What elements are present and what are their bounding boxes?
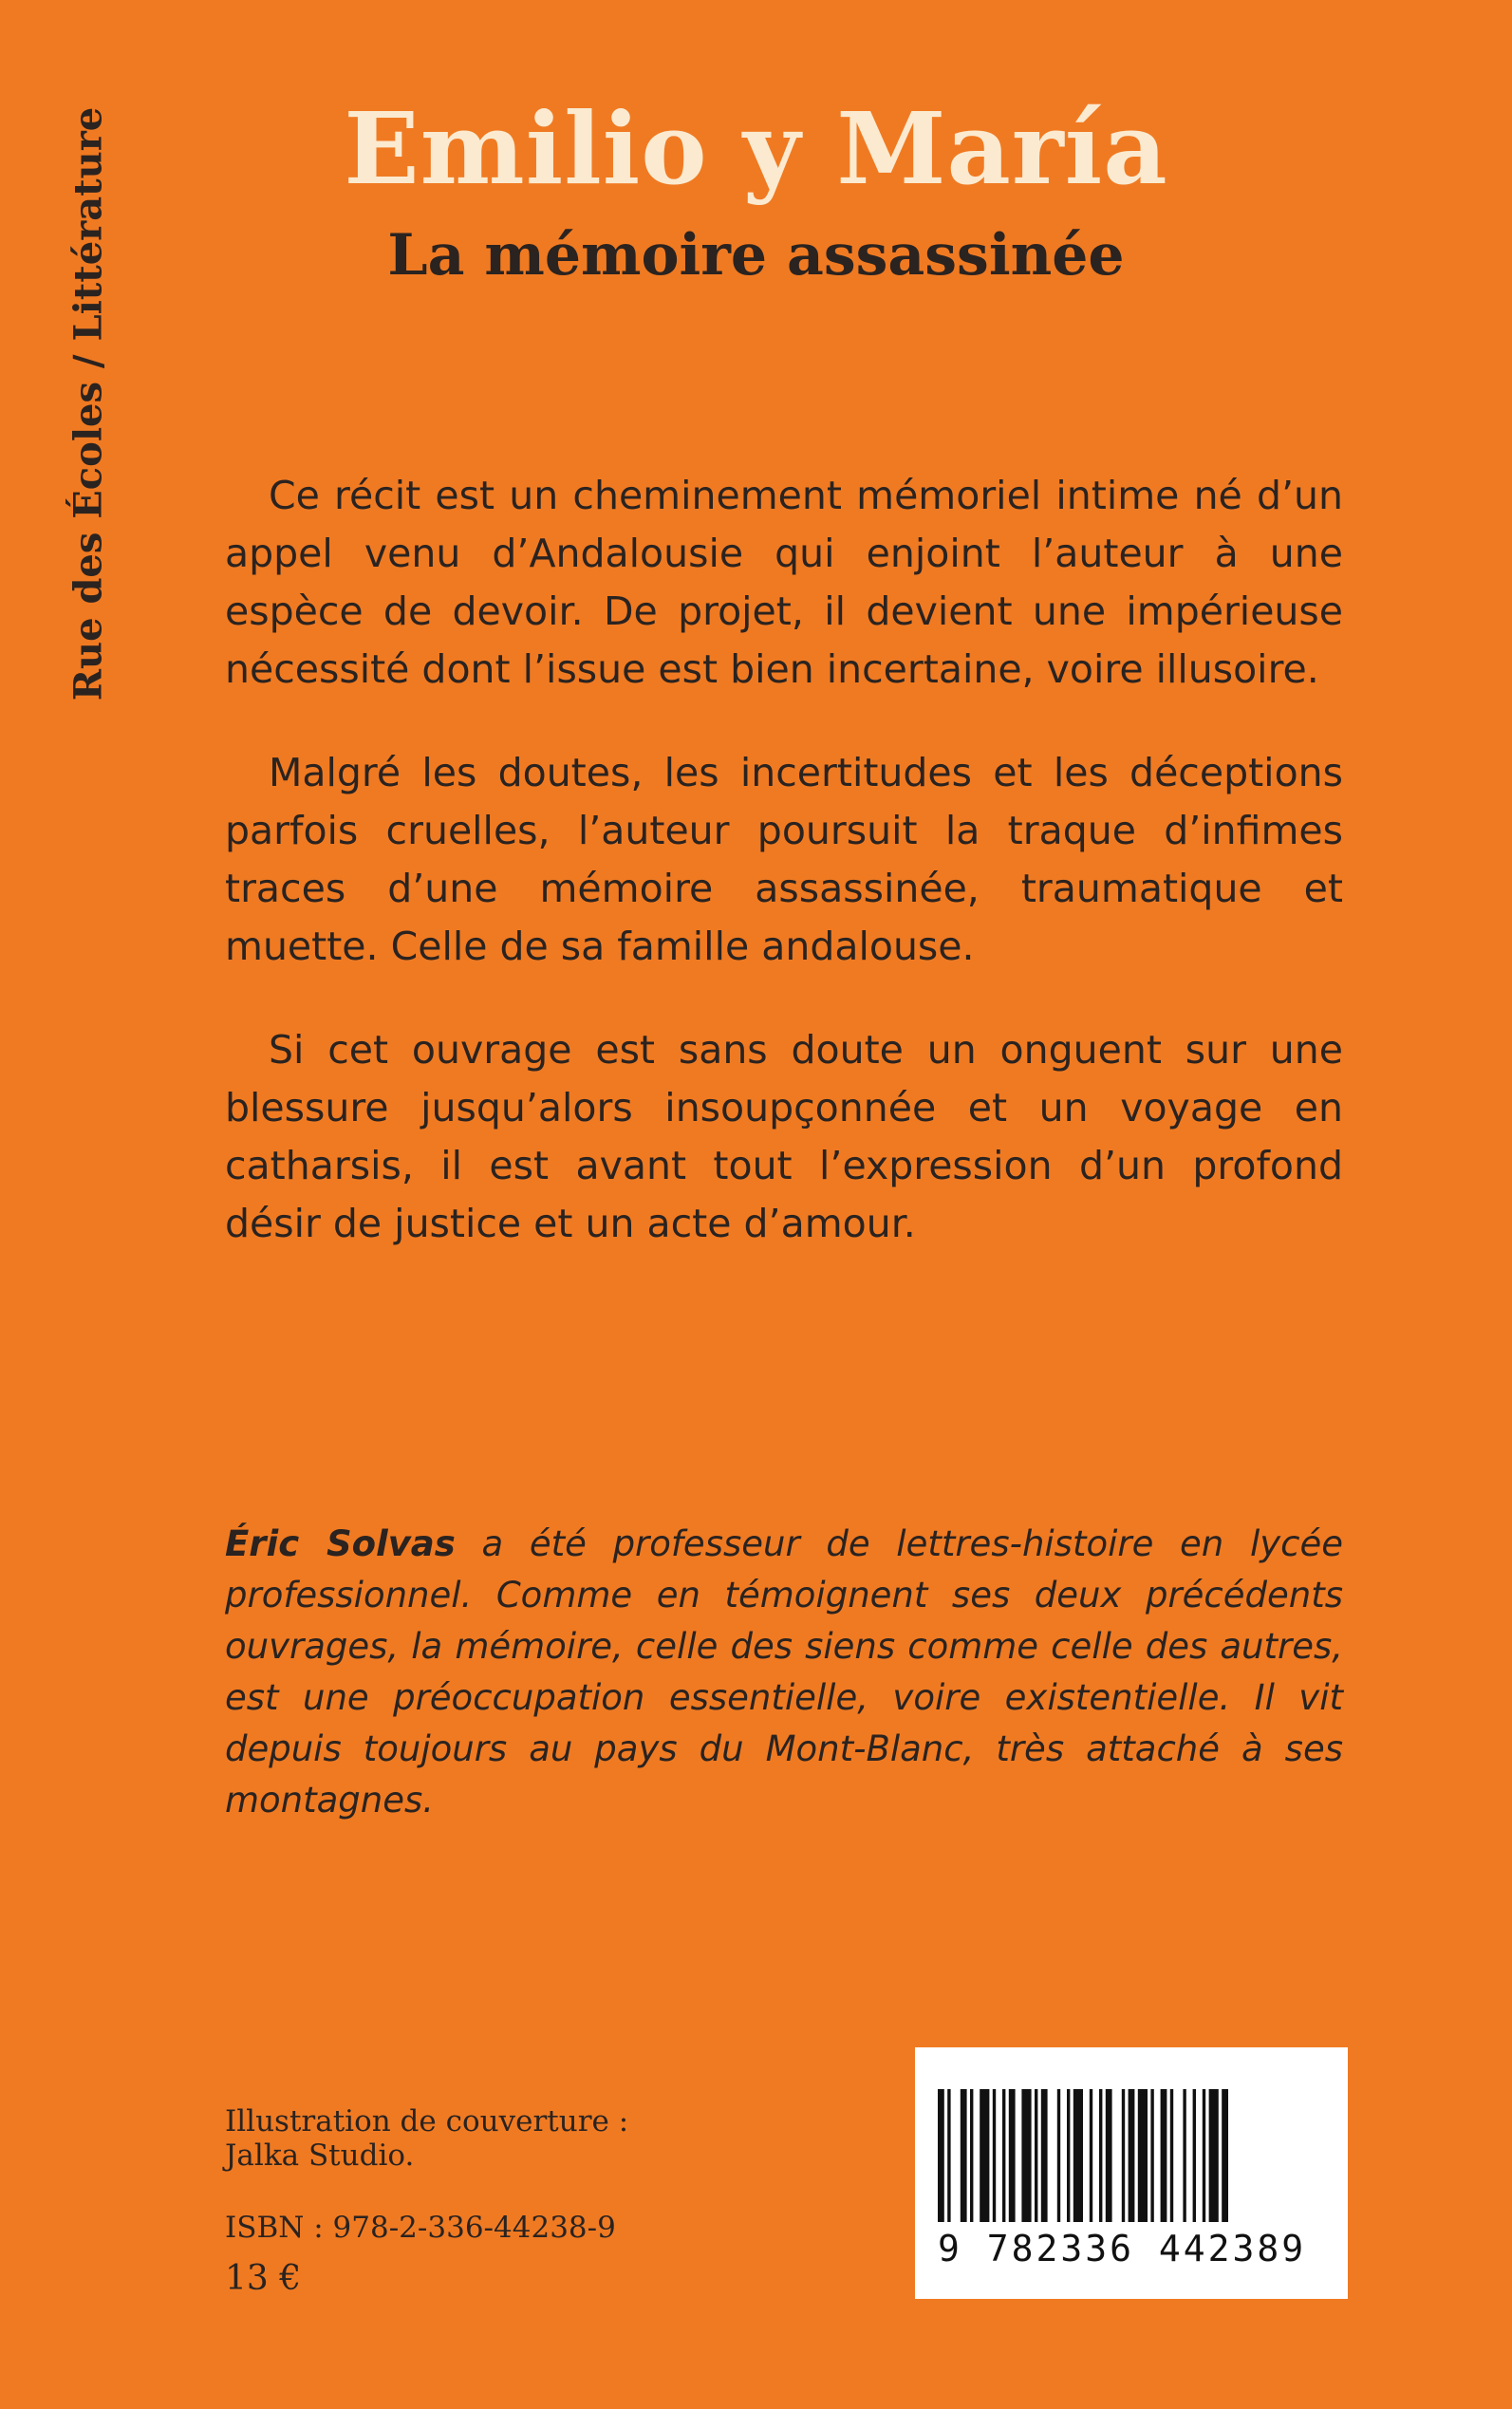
barcode-bar (1002, 2089, 1005, 2222)
barcode-bar (1035, 2089, 1037, 2222)
barcode-bar (961, 2089, 967, 2222)
barcode-bar (1138, 2089, 1148, 2222)
barcode-digits: 9 782336 442389 (938, 2228, 1307, 2269)
barcode (915, 2047, 1348, 2299)
summary-paragraph: Ce récit est un cheminement mémoriel intime né d’un appel venu d’Andalousie qui enjoint l’auteur à une espèce de devoir. De projet, il devient une impérieuse nécessité dont l’issue est bien incertaine, voire illusoire. (225, 473, 1343, 692)
barcode-bar (1170, 2089, 1173, 2222)
barcode-bars (934, 2089, 1329, 2222)
book-title: Emilio y María (344, 90, 1168, 207)
barcode-bar (1129, 2089, 1135, 2222)
barcode-bar (1073, 2089, 1083, 2222)
barcode-bar (1150, 2089, 1153, 2222)
barcode-bar (1099, 2089, 1102, 2222)
isbn: ISBN : 978-2-336-44238-9 (225, 2211, 616, 2245)
barcode-bar (938, 2089, 944, 2222)
barcode-bar (947, 2089, 950, 2222)
summary (225, 467, 1343, 1298)
book-subtitle: La mémoire assassinée (387, 222, 1125, 289)
author-name: Éric Solvas (225, 1523, 456, 1564)
author-bio-text: a été professeur de lettres-histoire en lycée professionnel. Comme en témoignent ses deux précédents ouvrages, la mémoire, celle des siens comme celle des autres, est une préoccupation essentielle, voire existentielle. Il vit depuis toujours au pays du Mont-Blanc, très attaché à ses montagnes. (225, 1523, 1343, 1821)
credits-label: Illustration de couverture : (225, 2104, 629, 2138)
summary-paragraph: Si cet ouvrage est sans doute un onguent sur une blessure jusqu’alors insoupçonnée et un voyage en catharsis, il est avant tout l’expression d’un profond désir de justice et un acte d’amour. (225, 1027, 1343, 1246)
summary-paragraph: Malgré les doutes, les incertitudes et les déceptions parfois cruelles, l’auteur poursuit la traque d’infimes traces d’une mémoire assassinée, traumatique et muette. Celle de sa famille andalouse. (225, 750, 1343, 969)
barcode-bar (993, 2089, 996, 2222)
barcode-bar (1209, 2089, 1219, 2222)
price: 13 € (225, 2259, 302, 2298)
barcode-bar (1057, 2089, 1060, 2222)
author-bio (225, 1519, 1343, 1826)
credits-name: Jalka Studio. (225, 2138, 415, 2173)
barcode-bar (1161, 2089, 1167, 2222)
illustration-credits (225, 2104, 628, 2173)
series-name: Rue des Écoles / Littérature (65, 106, 111, 700)
barcode-bar (1090, 2089, 1092, 2222)
barcode-bar (980, 2089, 989, 2222)
barcode-bar (1041, 2089, 1048, 2222)
barcode-bar (1067, 2089, 1070, 2222)
barcode-bar (1106, 2089, 1112, 2222)
barcode-bar (1009, 2089, 1016, 2222)
barcode-bar (1122, 2089, 1125, 2222)
barcode-bar (970, 2089, 973, 2222)
barcode-bar (1203, 2089, 1205, 2222)
barcode-bar (1021, 2089, 1031, 2222)
barcode-bar (1193, 2089, 1196, 2222)
barcode-bar (1183, 2089, 1185, 2222)
barcode-bar (1222, 2089, 1228, 2222)
